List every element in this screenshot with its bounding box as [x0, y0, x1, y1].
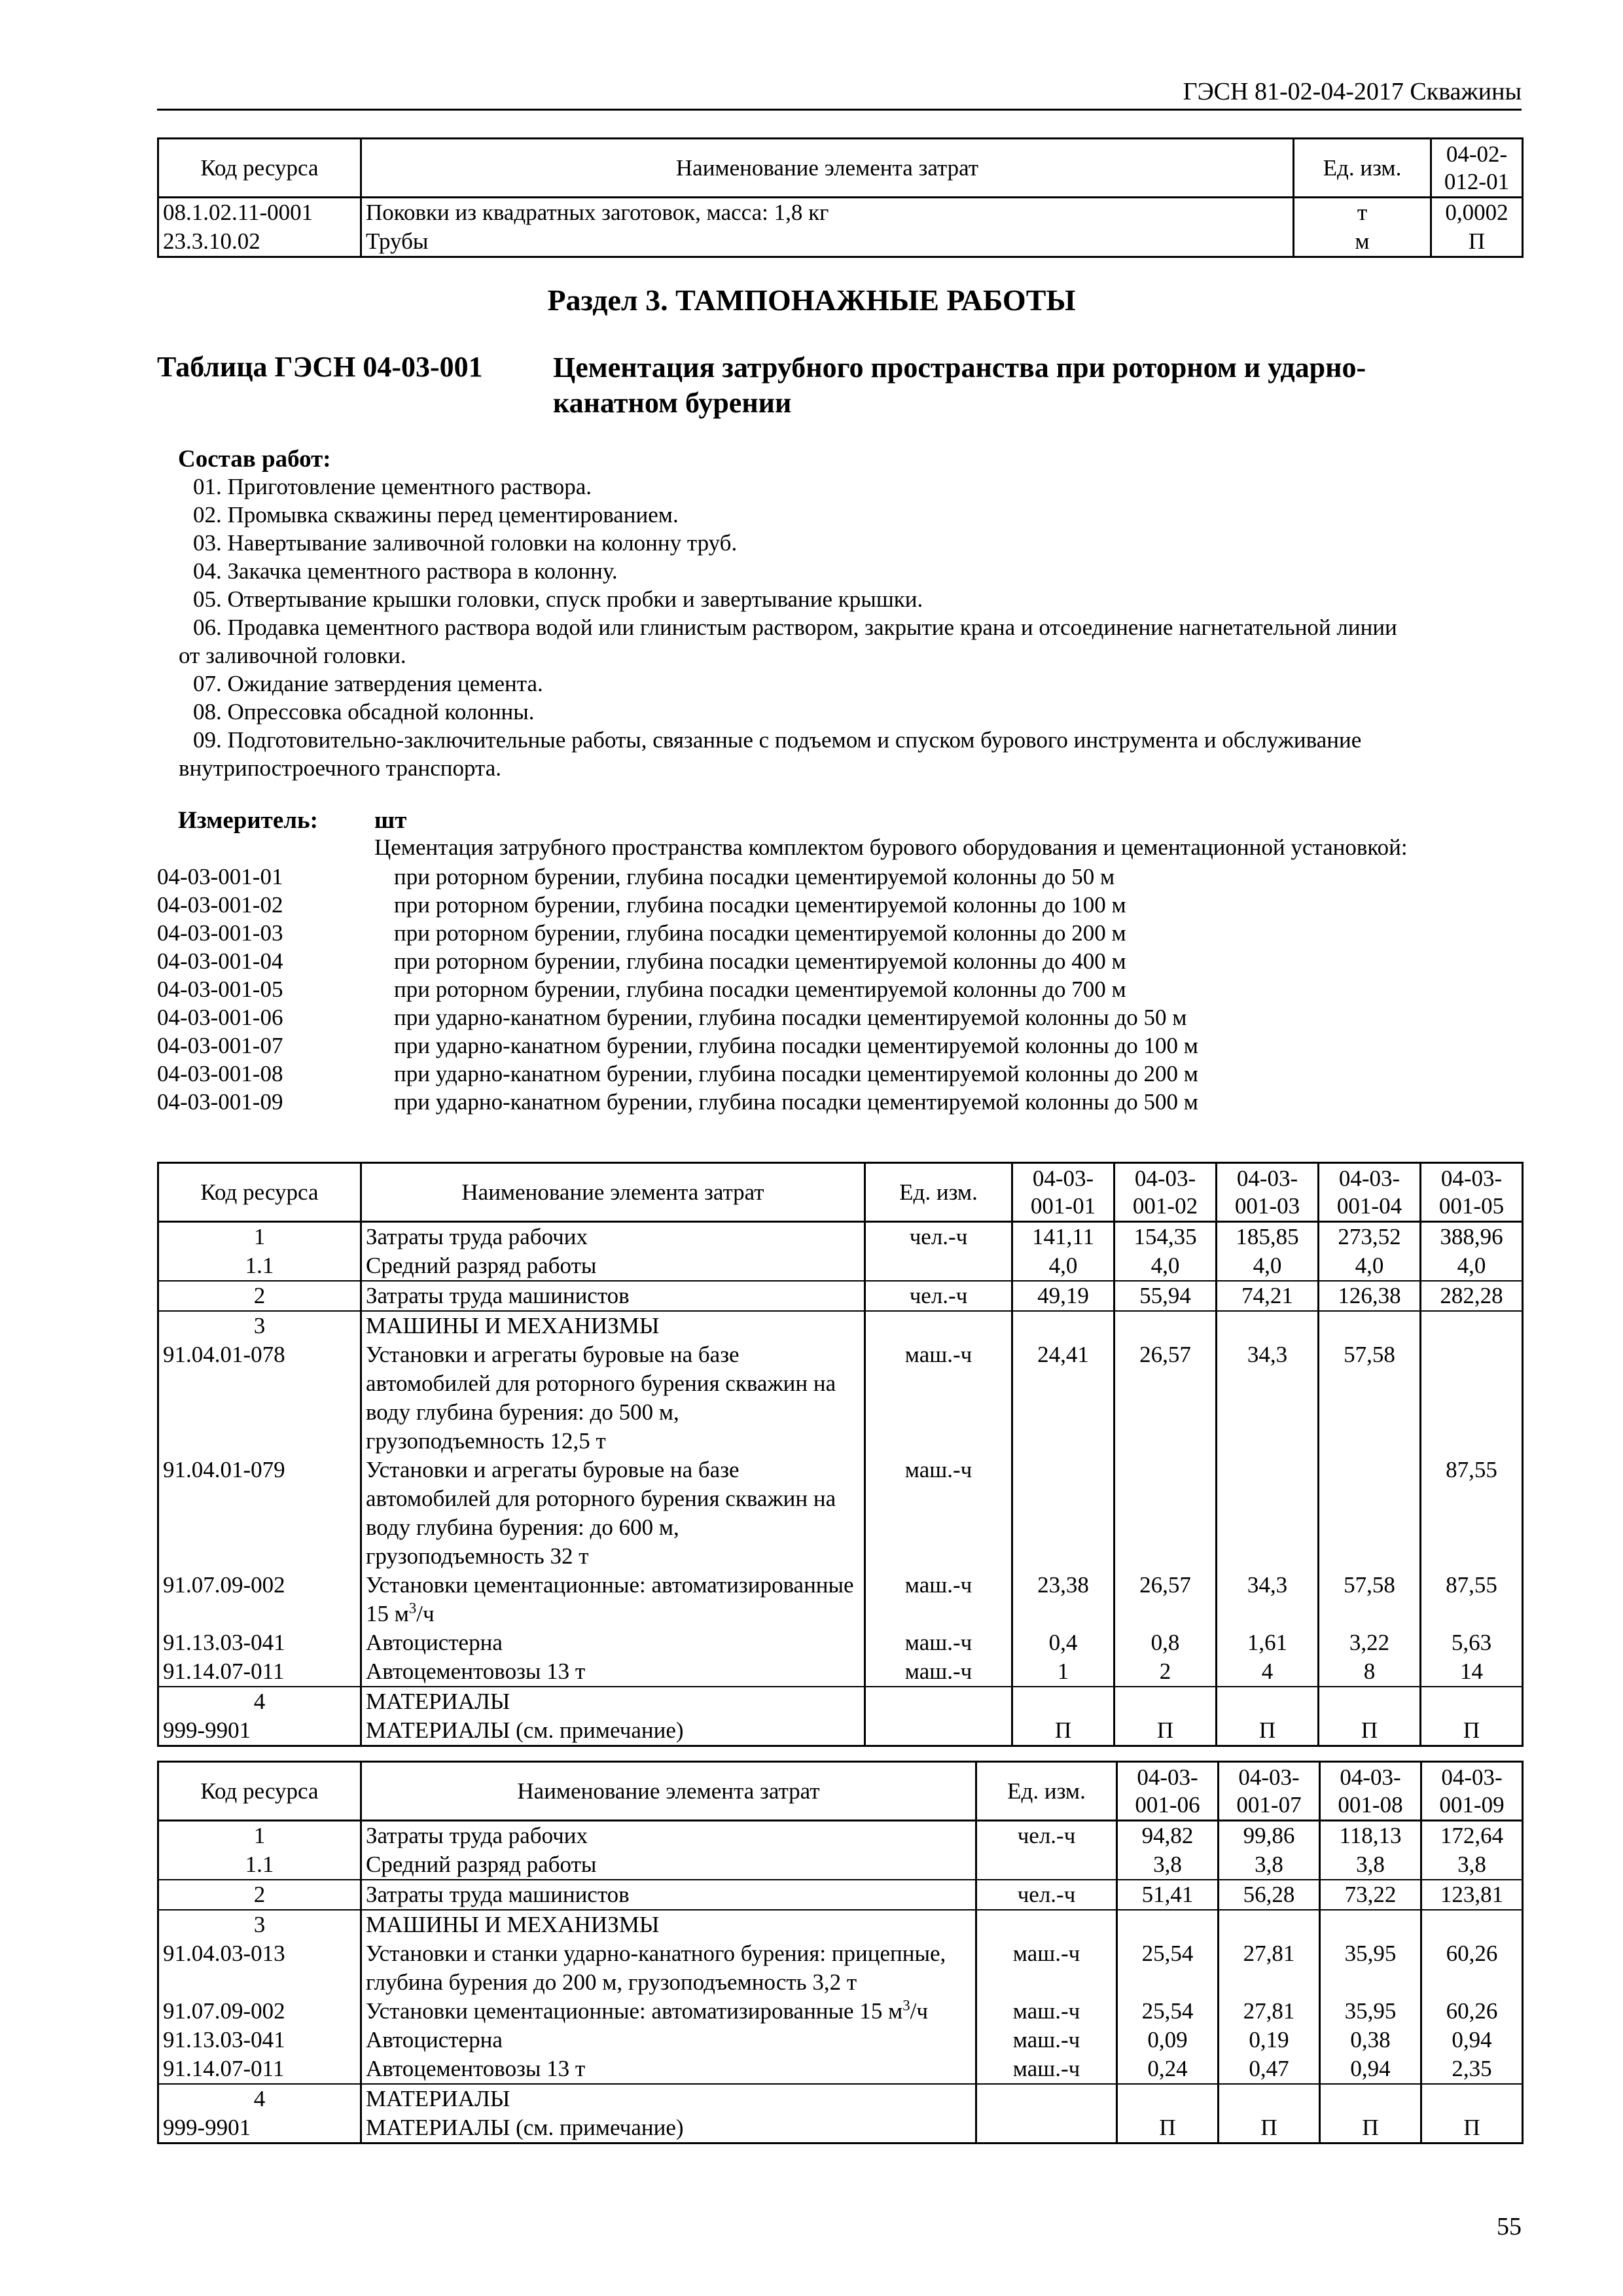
cell-value — [1320, 2084, 1421, 2113]
cell-unit: чел.-ч — [865, 1222, 1012, 1252]
cell-value: П — [1219, 2113, 1320, 2144]
list-item: 04. Закачка цементного раствора в колонну. — [193, 558, 618, 584]
cell-value — [1421, 1340, 1523, 1456]
list-item: 09. Подготовительно-заключительные работы, связанные с подъемом и спуском бурового инструмента и обслуживание — [193, 727, 1362, 753]
header-col: 04-02-012-01 — [1431, 139, 1523, 198]
measure-text: при ударно-канатном бурении, глубина посадки цементируемой колонны до 500 м — [394, 1089, 1198, 1115]
header-name: Наименование элемента затрат — [361, 1762, 976, 1821]
list-item: от заливочной головки. — [179, 643, 406, 668]
table-row — [158, 2026, 1523, 2054]
cell-value: 25,54 — [1117, 1997, 1219, 2026]
cell-value: 27,81 — [1219, 1939, 1320, 1997]
cell-value: 57,58 — [1319, 1571, 1421, 1628]
cell-unit — [865, 1716, 1012, 1746]
cell-name: Автоцистерна — [361, 2026, 976, 2054]
cell-name: Затраты труда машинистов — [361, 1281, 865, 1311]
table-label: Таблица ГЭСН 04-03-001 — [157, 351, 483, 383]
cell-value — [1320, 1910, 1421, 1939]
cell-name: Поковки из квадратных заготовок, масса: 1,8 кг — [361, 198, 1294, 228]
cell-code: 91.04.01-079 — [158, 1456, 361, 1571]
cell-unit — [865, 1251, 1012, 1281]
cell-value: 35,95 — [1320, 1997, 1421, 2026]
cell-name: Затраты труда машинистов — [361, 1880, 976, 1910]
cell-value: 55,94 — [1115, 1281, 1217, 1311]
cell-unit: чел.-ч — [976, 1821, 1117, 1851]
cell-unit: маш.-ч — [976, 1939, 1117, 1997]
cell-value: П — [1012, 1716, 1115, 1746]
cost-table-1 — [157, 1162, 1524, 1747]
list-item — [157, 891, 1198, 919]
list-item — [157, 1003, 1198, 1031]
cell-value: 388,96 — [1421, 1222, 1523, 1252]
table-title: Цементация затрубного пространства при роторном и ударно-канатном бурении — [553, 351, 1366, 419]
table-row — [158, 1997, 1523, 2026]
cell-unit: маш.-ч — [865, 1571, 1012, 1628]
header-rule — [157, 109, 1522, 111]
list-item — [157, 919, 1198, 947]
table-row — [158, 1910, 1523, 1939]
header-col: 04-03-001-04 — [1319, 1163, 1421, 1222]
cell-unit: т — [1294, 198, 1431, 228]
measure-text: при роторном бурении, глубина посадки цементируемой колонны до 200 м — [394, 920, 1126, 946]
cell-value: 3,22 — [1319, 1628, 1421, 1657]
cell-value — [1421, 1910, 1523, 1939]
list-item — [157, 947, 1198, 975]
list-item — [157, 1088, 1198, 1116]
cell-code: 91.04.01-078 — [158, 1340, 361, 1456]
cell-unit: маш.-ч — [865, 1657, 1012, 1687]
cell-value: 273,52 — [1319, 1222, 1421, 1252]
cell-code: 1 — [158, 1222, 361, 1252]
cell-code: 91.13.03-041 — [158, 2026, 361, 2054]
cell-value: 34,3 — [1217, 1340, 1319, 1456]
header-col: 04-03-001-06 — [1117, 1762, 1219, 1821]
table-row — [158, 1222, 1523, 1252]
cell-name: Автоцементовозы 13 т — [361, 1657, 865, 1687]
cell-code: 999-9901 — [158, 2113, 361, 2144]
cell-value — [1012, 1311, 1115, 1340]
cell-name: Установки цементационные: автоматизированные 15 $м^3/ч$ — [361, 1997, 976, 2026]
cell-name: Установки и станки ударно-канатного бурения: прицепные, глубина бурения до 200 м, грузоподъемность 3,2 т — [361, 1939, 976, 1997]
measure-code: 04-03-001-03 — [157, 920, 283, 946]
cell-value: 4,0 — [1012, 1251, 1115, 1281]
measure-text: при ударно-канатном бурении, глубина посадки цементируемой колонны до 200 м — [394, 1061, 1198, 1086]
cell-value: 56,28 — [1219, 1880, 1320, 1910]
cell-value: 94,82 — [1117, 1821, 1219, 1851]
cell-value: 0,09 — [1117, 2026, 1219, 2054]
cell-value: 60,26 — [1421, 1939, 1523, 1997]
table-row — [158, 1571, 1523, 1628]
cell-value: 2 — [1115, 1657, 1217, 1687]
header-col: 04-03-001-01 — [1012, 1163, 1115, 1222]
superscript: 3 — [902, 1997, 910, 2014]
cell-name: МАШИНЫ И МЕХАНИЗМЫ — [361, 1910, 976, 1939]
cell-value — [1117, 2084, 1219, 2113]
cell-value: 123,81 — [1421, 1880, 1523, 1910]
list-item: 06. Продавка цементного раствора водой или глинистым раствором, закрытие крана и отсоединение нагнетательной линии — [193, 615, 1397, 640]
cell-value: П — [1319, 1716, 1421, 1746]
measure-code: 04-03-001-05 — [157, 977, 283, 1002]
header-col: 04-03-001-03 — [1217, 1163, 1319, 1222]
table-row — [158, 198, 1523, 228]
cell-name: МАШИНЫ И МЕХАНИЗМЫ — [361, 1311, 865, 1340]
cell-code: 23.3.10.02 — [158, 227, 361, 257]
cell-value — [1421, 1311, 1523, 1340]
cell-value: П — [1431, 227, 1523, 257]
composition-list — [179, 473, 1528, 782]
cell-value — [1319, 1456, 1421, 1571]
measure-text: при роторном бурении, глубина посадки цементируемой колонны до 400 м — [394, 948, 1126, 974]
cost-table-2 — [157, 1761, 1524, 2144]
cell-code: 1 — [158, 1821, 361, 1851]
measure-code: 04-03-001-07 — [157, 1033, 283, 1058]
cell-value: 3,8 — [1421, 1850, 1523, 1880]
header-name: Наименование элемента затрат — [361, 139, 1294, 198]
cell-value: П — [1320, 2113, 1421, 2144]
cell-value: 4,0 — [1115, 1251, 1217, 1281]
cell-value: 154,35 — [1115, 1222, 1217, 1252]
list-item: 02. Промывка скважины перед цементированием. — [193, 502, 679, 528]
running-head: ГЭСН 81-02-04-2017 Скважины — [1183, 78, 1522, 105]
table-row — [158, 2084, 1523, 2113]
table-row — [158, 1657, 1523, 1687]
header-code: Код ресурса — [158, 139, 361, 198]
cell-unit: маш.-ч — [976, 1997, 1117, 2026]
cell-value: 60,26 — [1421, 1997, 1523, 2026]
cell-name: Автоцистерна — [361, 1628, 865, 1657]
cell-name: Затраты труда рабочих — [361, 1222, 865, 1252]
list-item: 05. Отвертывание крышки головки, спуск пробки и завертывание крышки. — [193, 586, 923, 612]
cell-value — [1219, 1910, 1320, 1939]
cell-value: 0,0002 — [1431, 198, 1523, 228]
cell-value — [1421, 2084, 1523, 2113]
table-row — [158, 1687, 1523, 1716]
list-item — [157, 1060, 1198, 1088]
measure-text: при ударно-канатном бурении, глубина посадки цементируемой колонны до 50 м — [394, 1005, 1187, 1030]
cell-value: 1 — [1012, 1657, 1115, 1687]
cell-value: 0,8 — [1115, 1628, 1217, 1657]
cell-name: Средний разряд работы — [361, 1850, 976, 1880]
table-row — [158, 1880, 1523, 1910]
cell-value: 3,8 — [1219, 1850, 1320, 1880]
cell-unit: чел.-ч — [976, 1880, 1117, 1910]
cell-value: 87,55 — [1421, 1456, 1523, 1571]
measure-description: Цементация затрубного пространства комплектом бурового оборудования и цементационной установкой: — [374, 834, 1408, 860]
measure-label: Измеритель: — [178, 807, 318, 834]
cell-code: 91.14.07-011 — [158, 1657, 361, 1687]
cell-code: 2 — [158, 1281, 361, 1311]
cell-unit — [976, 2113, 1117, 2144]
list-item: 01. Приготовление цементного раствора. — [193, 474, 592, 499]
cell-value: 34,3 — [1217, 1571, 1319, 1628]
header-unit: Ед. изм. — [1294, 139, 1431, 198]
cell-name: Автоцементовозы 13 т — [361, 2054, 976, 2084]
header-col: 04-03-001-05 — [1421, 1163, 1523, 1222]
list-item: внутрипостроечного транспорта. — [179, 755, 502, 781]
header-code: Код ресурса — [158, 1762, 361, 1821]
cell-value: 35,95 — [1320, 1939, 1421, 1997]
cell-value: П — [1117, 2113, 1219, 2144]
cell-value: 4 — [1217, 1657, 1319, 1687]
cell-value — [1012, 1687, 1115, 1716]
header-unit: Ед. изм. — [865, 1163, 1012, 1222]
cell-code: 91.13.03-041 — [158, 1628, 361, 1657]
cell-name: МАТЕРИАЛЫ (см. примечание) — [361, 1716, 865, 1746]
list-item — [157, 1031, 1198, 1060]
cell-unit — [976, 2084, 1117, 2113]
table-row — [158, 2054, 1523, 2084]
cell-value — [1012, 1456, 1115, 1571]
cell-value: 4,0 — [1319, 1251, 1421, 1281]
header-col: 04-03-001-07 — [1219, 1762, 1320, 1821]
cell-value — [1421, 1687, 1523, 1716]
cell-value: 0,94 — [1320, 2054, 1421, 2084]
cell-value — [1319, 1687, 1421, 1716]
cell-value: 0,4 — [1012, 1628, 1115, 1657]
cell-code: 4 — [158, 2084, 361, 2113]
superscript: 3 — [408, 1600, 417, 1617]
cell-code: 1.1 — [158, 1850, 361, 1880]
cell-code: 91.14.07-011 — [158, 2054, 361, 2084]
cell-value — [1115, 1311, 1217, 1340]
cell-unit: чел.-ч — [865, 1281, 1012, 1311]
table-row — [158, 1716, 1523, 1746]
measure-code: 04-03-001-04 — [157, 948, 283, 974]
cell-value: 26,57 — [1115, 1340, 1217, 1456]
cell-unit: маш.-ч — [976, 2026, 1117, 2054]
header-unit: Ед. изм. — [976, 1762, 1117, 1821]
measure-text: при ударно-канатном бурении, глубина посадки цементируемой колонны до 100 м — [394, 1033, 1198, 1058]
measure-code: 04-03-001-02 — [157, 892, 283, 918]
cell-name: Установки и агрегаты буровые на базе автомобилей для роторного бурения скважин на воду глубина бурения: до 600 м, грузоподъемность 32 т — [361, 1456, 865, 1571]
cell-unit — [976, 1850, 1117, 1880]
cell-code: 91.04.03-013 — [158, 1939, 361, 1997]
cell-value: 0,47 — [1219, 2054, 1320, 2084]
measure-unit: шт — [374, 807, 407, 834]
measure-code: 04-03-001-06 — [157, 1005, 283, 1030]
list-item: 08. Опрессовка обсадной колонны. — [193, 699, 535, 725]
cell-value: П — [1115, 1716, 1217, 1746]
cell-value: 185,85 — [1217, 1222, 1319, 1252]
cell-code: 1.1 — [158, 1251, 361, 1281]
measure-code: 04-03-001-01 — [157, 864, 283, 889]
cell-unit: маш.-ч — [976, 2054, 1117, 2084]
cell-unit: м — [1294, 227, 1431, 257]
cell-name: Установки и агрегаты буровые на базе автомобилей для роторного бурения скважин на воду глубина бурения: до 500 м, грузоподъемность 12,5 т — [361, 1340, 865, 1456]
top-resource-table — [157, 137, 1524, 258]
cell-value: 282,28 — [1421, 1281, 1523, 1311]
cell-value: 73,22 — [1320, 1880, 1421, 1910]
table-row — [158, 1850, 1523, 1880]
cell-value: 3,8 — [1320, 1850, 1421, 1880]
cell-value: 14 — [1421, 1657, 1523, 1687]
cell-value: 126,38 — [1319, 1281, 1421, 1311]
cell-value — [1115, 1456, 1217, 1571]
cell-value: 5,63 — [1421, 1628, 1523, 1657]
cell-code: 2 — [158, 1880, 361, 1910]
cell-name: МАТЕРИАЛЫ — [361, 1687, 865, 1716]
table-row — [158, 1281, 1523, 1311]
cell-name: Затраты труда рабочих — [361, 1821, 976, 1851]
cell-value: 27,81 — [1219, 1997, 1320, 2026]
cell-value: 24,41 — [1012, 1340, 1115, 1456]
table-row — [158, 1939, 1523, 1997]
cell-value: 99,86 — [1219, 1821, 1320, 1851]
cell-code: 3 — [158, 1311, 361, 1340]
cell-value: 4,0 — [1217, 1251, 1319, 1281]
cell-unit: маш.-ч — [865, 1628, 1012, 1657]
cell-value: 8 — [1319, 1657, 1421, 1687]
list-item — [157, 863, 1198, 891]
cell-value: 2,35 — [1421, 2054, 1523, 2084]
composition-heading: Состав работ: — [178, 446, 331, 473]
cell-unit — [865, 1687, 1012, 1716]
cell-unit — [865, 1311, 1012, 1340]
cell-name: Установки цементационные: автоматизированные 15 $м^3/ч$ — [361, 1571, 865, 1628]
cell-value: 141,11 — [1012, 1222, 1115, 1252]
cell-value — [1217, 1687, 1319, 1716]
measure-code: 04-03-001-08 — [157, 1061, 283, 1086]
cell-value: 87,55 — [1421, 1571, 1523, 1628]
table-row — [158, 1628, 1523, 1657]
list-item: 03. Навертывание заливочной головки на колонну труб. — [193, 530, 738, 556]
cell-unit: маш.-ч — [865, 1340, 1012, 1456]
cell-code: 999-9901 — [158, 1716, 361, 1746]
cell-value: 74,21 — [1217, 1281, 1319, 1311]
cell-name: МАТЕРИАЛЫ — [361, 2084, 976, 2113]
measure-text: при роторном бурении, глубина посадки цементируемой колонны до 100 м — [394, 892, 1126, 918]
cell-value: 3,8 — [1117, 1850, 1219, 1880]
table-row — [158, 2113, 1523, 2144]
table-row — [158, 1340, 1523, 1456]
cell-value: 0,38 — [1320, 2026, 1421, 2054]
list-item — [157, 975, 1198, 1003]
cell-value — [1115, 1687, 1217, 1716]
header-col: 04-03-001-08 — [1320, 1762, 1421, 1821]
table-row — [158, 1821, 1523, 1851]
cell-name: МАТЕРИАЛЫ (см. примечание) — [361, 2113, 976, 2144]
cell-value — [1117, 1910, 1219, 1939]
cell-name: Средний разряд работы — [361, 1251, 865, 1281]
cell-value — [1217, 1311, 1319, 1340]
cell-value: 0,24 — [1117, 2054, 1219, 2084]
page-number: 55 — [1497, 2213, 1522, 2240]
cell-code: 08.1.02.11-0001 — [158, 198, 361, 228]
cell-value: 49,19 — [1012, 1281, 1115, 1311]
cell-code: 4 — [158, 1687, 361, 1716]
table-row — [158, 1311, 1523, 1340]
cell-value: 26,57 — [1115, 1571, 1217, 1628]
cell-value: 23,38 — [1012, 1571, 1115, 1628]
cell-code: 3 — [158, 1910, 361, 1939]
cell-value: 172,64 — [1421, 1821, 1523, 1851]
cell-code: 91.07.09-002 — [158, 1571, 361, 1628]
cell-value: П — [1217, 1716, 1319, 1746]
cell-value: 25,54 — [1117, 1939, 1219, 1997]
header-code: Код ресурса — [158, 1163, 361, 1222]
cell-value: 0,19 — [1219, 2026, 1320, 2054]
cell-value: П — [1421, 2113, 1523, 2144]
cell-value: 57,58 — [1319, 1340, 1421, 1456]
measure-text: при роторном бурении, глубина посадки цементируемой колонны до 50 м — [394, 864, 1115, 889]
cell-value: 4,0 — [1421, 1251, 1523, 1281]
cell-value — [1319, 1311, 1421, 1340]
cell-name: Трубы — [361, 227, 1294, 257]
table-row — [158, 1456, 1523, 1571]
cell-value: 1,61 — [1217, 1628, 1319, 1657]
cell-value: 0,94 — [1421, 2026, 1523, 2054]
table-row — [158, 227, 1523, 257]
measure-list — [157, 863, 1198, 1116]
cell-value: П — [1421, 1716, 1523, 1746]
list-item: 07. Ожидание затвердения цемента. — [193, 671, 543, 696]
cell-value: 118,13 — [1320, 1821, 1421, 1851]
cell-unit: маш.-ч — [865, 1456, 1012, 1571]
measure-text: при роторном бурении, глубина посадки цементируемой колонны до 700 м — [394, 977, 1126, 1002]
cell-value — [1219, 2084, 1320, 2113]
measure-code: 04-03-001-09 — [157, 1089, 283, 1115]
cell-value — [1217, 1456, 1319, 1571]
header-name: Наименование элемента затрат — [361, 1163, 865, 1222]
section-title: Раздел 3. ТАМПОНАЖНЫЕ РАБОТЫ — [547, 283, 1076, 317]
header-col: 04-03-001-02 — [1115, 1163, 1217, 1222]
cell-unit — [976, 1910, 1117, 1939]
table-row — [158, 1251, 1523, 1281]
cell-code: 91.07.09-002 — [158, 1997, 361, 2026]
header-col: 04-03-001-09 — [1421, 1762, 1523, 1821]
cell-value: 51,41 — [1117, 1880, 1219, 1910]
